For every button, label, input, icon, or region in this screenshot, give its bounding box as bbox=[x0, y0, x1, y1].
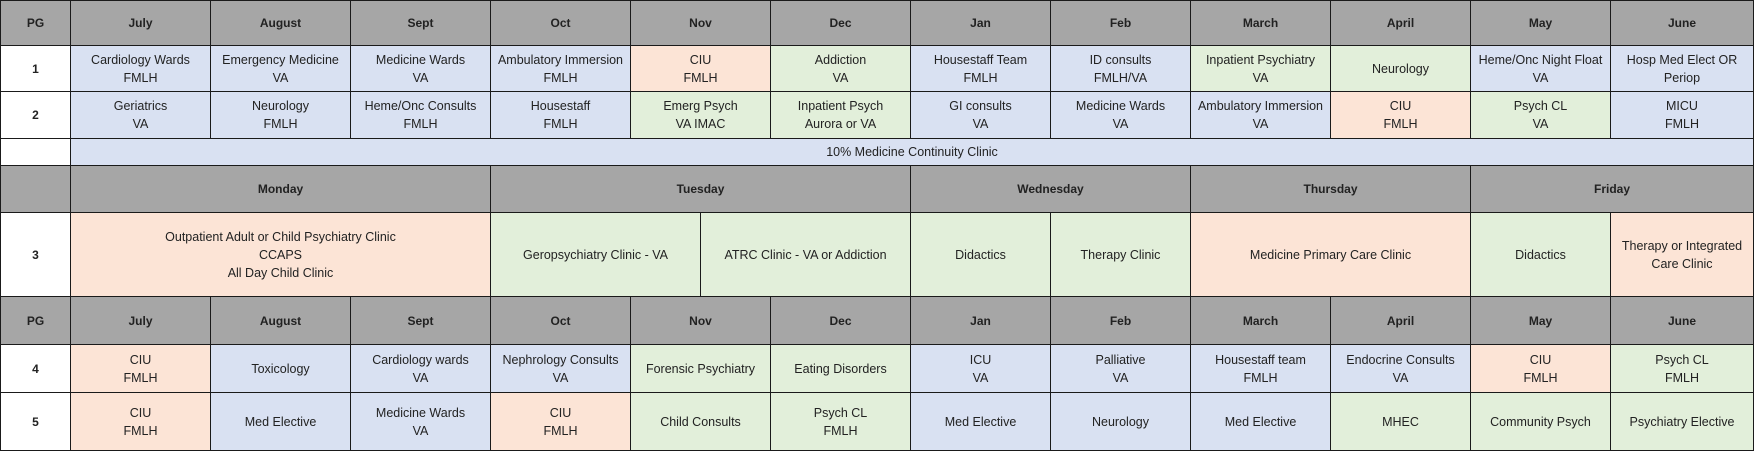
rotation-cell: Nephrology Consults VA bbox=[491, 345, 631, 393]
rotation-cell: CIU FMLH bbox=[71, 393, 211, 451]
rotation-cell: Ambulatory Immersion VA bbox=[1191, 92, 1331, 139]
month-header: Oct bbox=[491, 0, 631, 46]
month-header: Jan bbox=[911, 0, 1051, 46]
day-header: Thursday bbox=[1191, 166, 1471, 213]
rotation-cell: Psychiatry Elective bbox=[1611, 393, 1754, 451]
rotation-cell: CIU FMLH bbox=[71, 345, 211, 393]
month-header: April bbox=[1331, 0, 1471, 46]
rotation-cell: Addiction VA bbox=[771, 46, 911, 92]
rotation-cell: Neurology FMLH bbox=[211, 92, 351, 139]
month-header: July bbox=[71, 297, 211, 345]
month-header: Oct bbox=[491, 297, 631, 345]
rotation-cell: ICU VA bbox=[911, 345, 1051, 393]
rotation-cell: Housestaff Team FMLH bbox=[911, 46, 1051, 92]
rotation-cell: MHEC bbox=[1331, 393, 1471, 451]
month-header: July bbox=[71, 0, 211, 46]
rotation-cell: Eating Disorders bbox=[771, 345, 911, 393]
rotation-cell: Medicine Wards VA bbox=[351, 46, 491, 92]
rotation-cell: Medicine Wards VA bbox=[351, 393, 491, 451]
clinic-cell: Geropsychiatry Clinic - VA bbox=[491, 213, 701, 297]
rotation-cell: CIU FMLH bbox=[491, 393, 631, 451]
month-header: May bbox=[1471, 0, 1611, 46]
clinic-cell: Didactics bbox=[1471, 213, 1611, 297]
pg-header: PG bbox=[0, 0, 71, 46]
rotation-cell: CIU FMLH bbox=[1331, 92, 1471, 139]
rotation-cell: Psych CL VA bbox=[1471, 92, 1611, 139]
clinic-cell: ATRC Clinic - VA or Addiction bbox=[701, 213, 911, 297]
month-header: Dec bbox=[771, 0, 911, 46]
rotation-cell: Inpatient Psychiatry VA bbox=[1191, 46, 1331, 92]
pg-label: 5 bbox=[0, 393, 71, 451]
rotation-cell: Endocrine Consults VA bbox=[1331, 345, 1471, 393]
month-header: Nov bbox=[631, 297, 771, 345]
month-header: Dec bbox=[771, 297, 911, 345]
rotation-cell: Hosp Med Elect OR Periop bbox=[1611, 46, 1754, 92]
rotation-cell: Cardiology Wards FMLH bbox=[71, 46, 211, 92]
rotation-cell: Heme/Onc Consults FMLH bbox=[351, 92, 491, 139]
rotation-cell: Toxicology bbox=[211, 345, 351, 393]
rotation-cell: Psych CL FMLH bbox=[771, 393, 911, 451]
month-header: March bbox=[1191, 297, 1331, 345]
rotation-cell: Cardiology wards VA bbox=[351, 345, 491, 393]
rotation-cell: Ambulatory Immersion FMLH bbox=[491, 46, 631, 92]
day-header: Tuesday bbox=[491, 166, 911, 213]
rotation-cell: MICU FMLH bbox=[1611, 92, 1754, 139]
rotation-cell: Housestaff team FMLH bbox=[1191, 345, 1331, 393]
month-header: Sept bbox=[351, 297, 491, 345]
rotation-cell: Med Elective bbox=[911, 393, 1051, 451]
rotation-cell: Med Elective bbox=[1191, 393, 1331, 451]
rotation-cell: Emergency Medicine VA bbox=[211, 46, 351, 92]
clinic-cell: Medicine Primary Care Clinic bbox=[1191, 213, 1471, 297]
month-header: June bbox=[1611, 0, 1754, 46]
pg-label: 4 bbox=[0, 345, 71, 393]
pg-label: 3 bbox=[0, 213, 71, 297]
month-header: August bbox=[211, 0, 351, 46]
month-header: June bbox=[1611, 297, 1754, 345]
rotation-cell: ID consults FMLH/VA bbox=[1051, 46, 1191, 92]
rotation-cell: CIU FMLH bbox=[631, 46, 771, 92]
pg-header: PG bbox=[0, 297, 71, 345]
month-header: May bbox=[1471, 297, 1611, 345]
month-header: March bbox=[1191, 0, 1331, 46]
month-header: Sept bbox=[351, 0, 491, 46]
rotation-cell: Community Psych bbox=[1471, 393, 1611, 451]
rotation-cell: CIU FMLH bbox=[1471, 345, 1611, 393]
blank-header-cell bbox=[0, 166, 71, 213]
clinic-cell: Didactics bbox=[911, 213, 1051, 297]
rotation-cell: Neurology bbox=[1331, 46, 1471, 92]
day-header: Friday bbox=[1471, 166, 1754, 213]
month-header: August bbox=[211, 297, 351, 345]
clinic-cell: Therapy Clinic bbox=[1051, 213, 1191, 297]
rotation-cell: Forensic Psychiatry bbox=[631, 345, 771, 393]
rotation-cell: GI consults VA bbox=[911, 92, 1051, 139]
rotation-cell: Palliative VA bbox=[1051, 345, 1191, 393]
rotation-cell: Med Elective bbox=[211, 393, 351, 451]
month-header: Jan bbox=[911, 297, 1051, 345]
rotation-cell: Housestaff FMLH bbox=[491, 92, 631, 139]
rotation-cell: Inpatient Psych Aurora or VA bbox=[771, 92, 911, 139]
clinic-cell: Therapy or Integrated Care Clinic bbox=[1611, 213, 1754, 297]
pg-label: 1 bbox=[0, 46, 71, 92]
rotation-cell: Heme/Onc Night Float VA bbox=[1471, 46, 1611, 92]
clinic-cell: Outpatient Adult or Child Psychiatry Clinic CCAPS All Day Child Clinic bbox=[71, 213, 491, 297]
rotation-cell: Geriatrics VA bbox=[71, 92, 211, 139]
month-header: Nov bbox=[631, 0, 771, 46]
month-header: Feb bbox=[1051, 0, 1191, 46]
continuity-clinic-banner: 10% Medicine Continuity Clinic bbox=[71, 139, 1754, 166]
rotation-cell: Emerg Psych VA IMAC bbox=[631, 92, 771, 139]
rotation-cell: Medicine Wards VA bbox=[1051, 92, 1191, 139]
day-header: Monday bbox=[71, 166, 491, 213]
month-header: April bbox=[1331, 297, 1471, 345]
pg-label: 2 bbox=[0, 92, 71, 139]
month-header: Feb bbox=[1051, 297, 1191, 345]
day-header: Wednesday bbox=[911, 166, 1191, 213]
rotation-cell: Neurology bbox=[1051, 393, 1191, 451]
rotation-cell: Psych CL FMLH bbox=[1611, 345, 1754, 393]
rotation-cell: Child Consults bbox=[631, 393, 771, 451]
blank-cell bbox=[0, 139, 71, 166]
